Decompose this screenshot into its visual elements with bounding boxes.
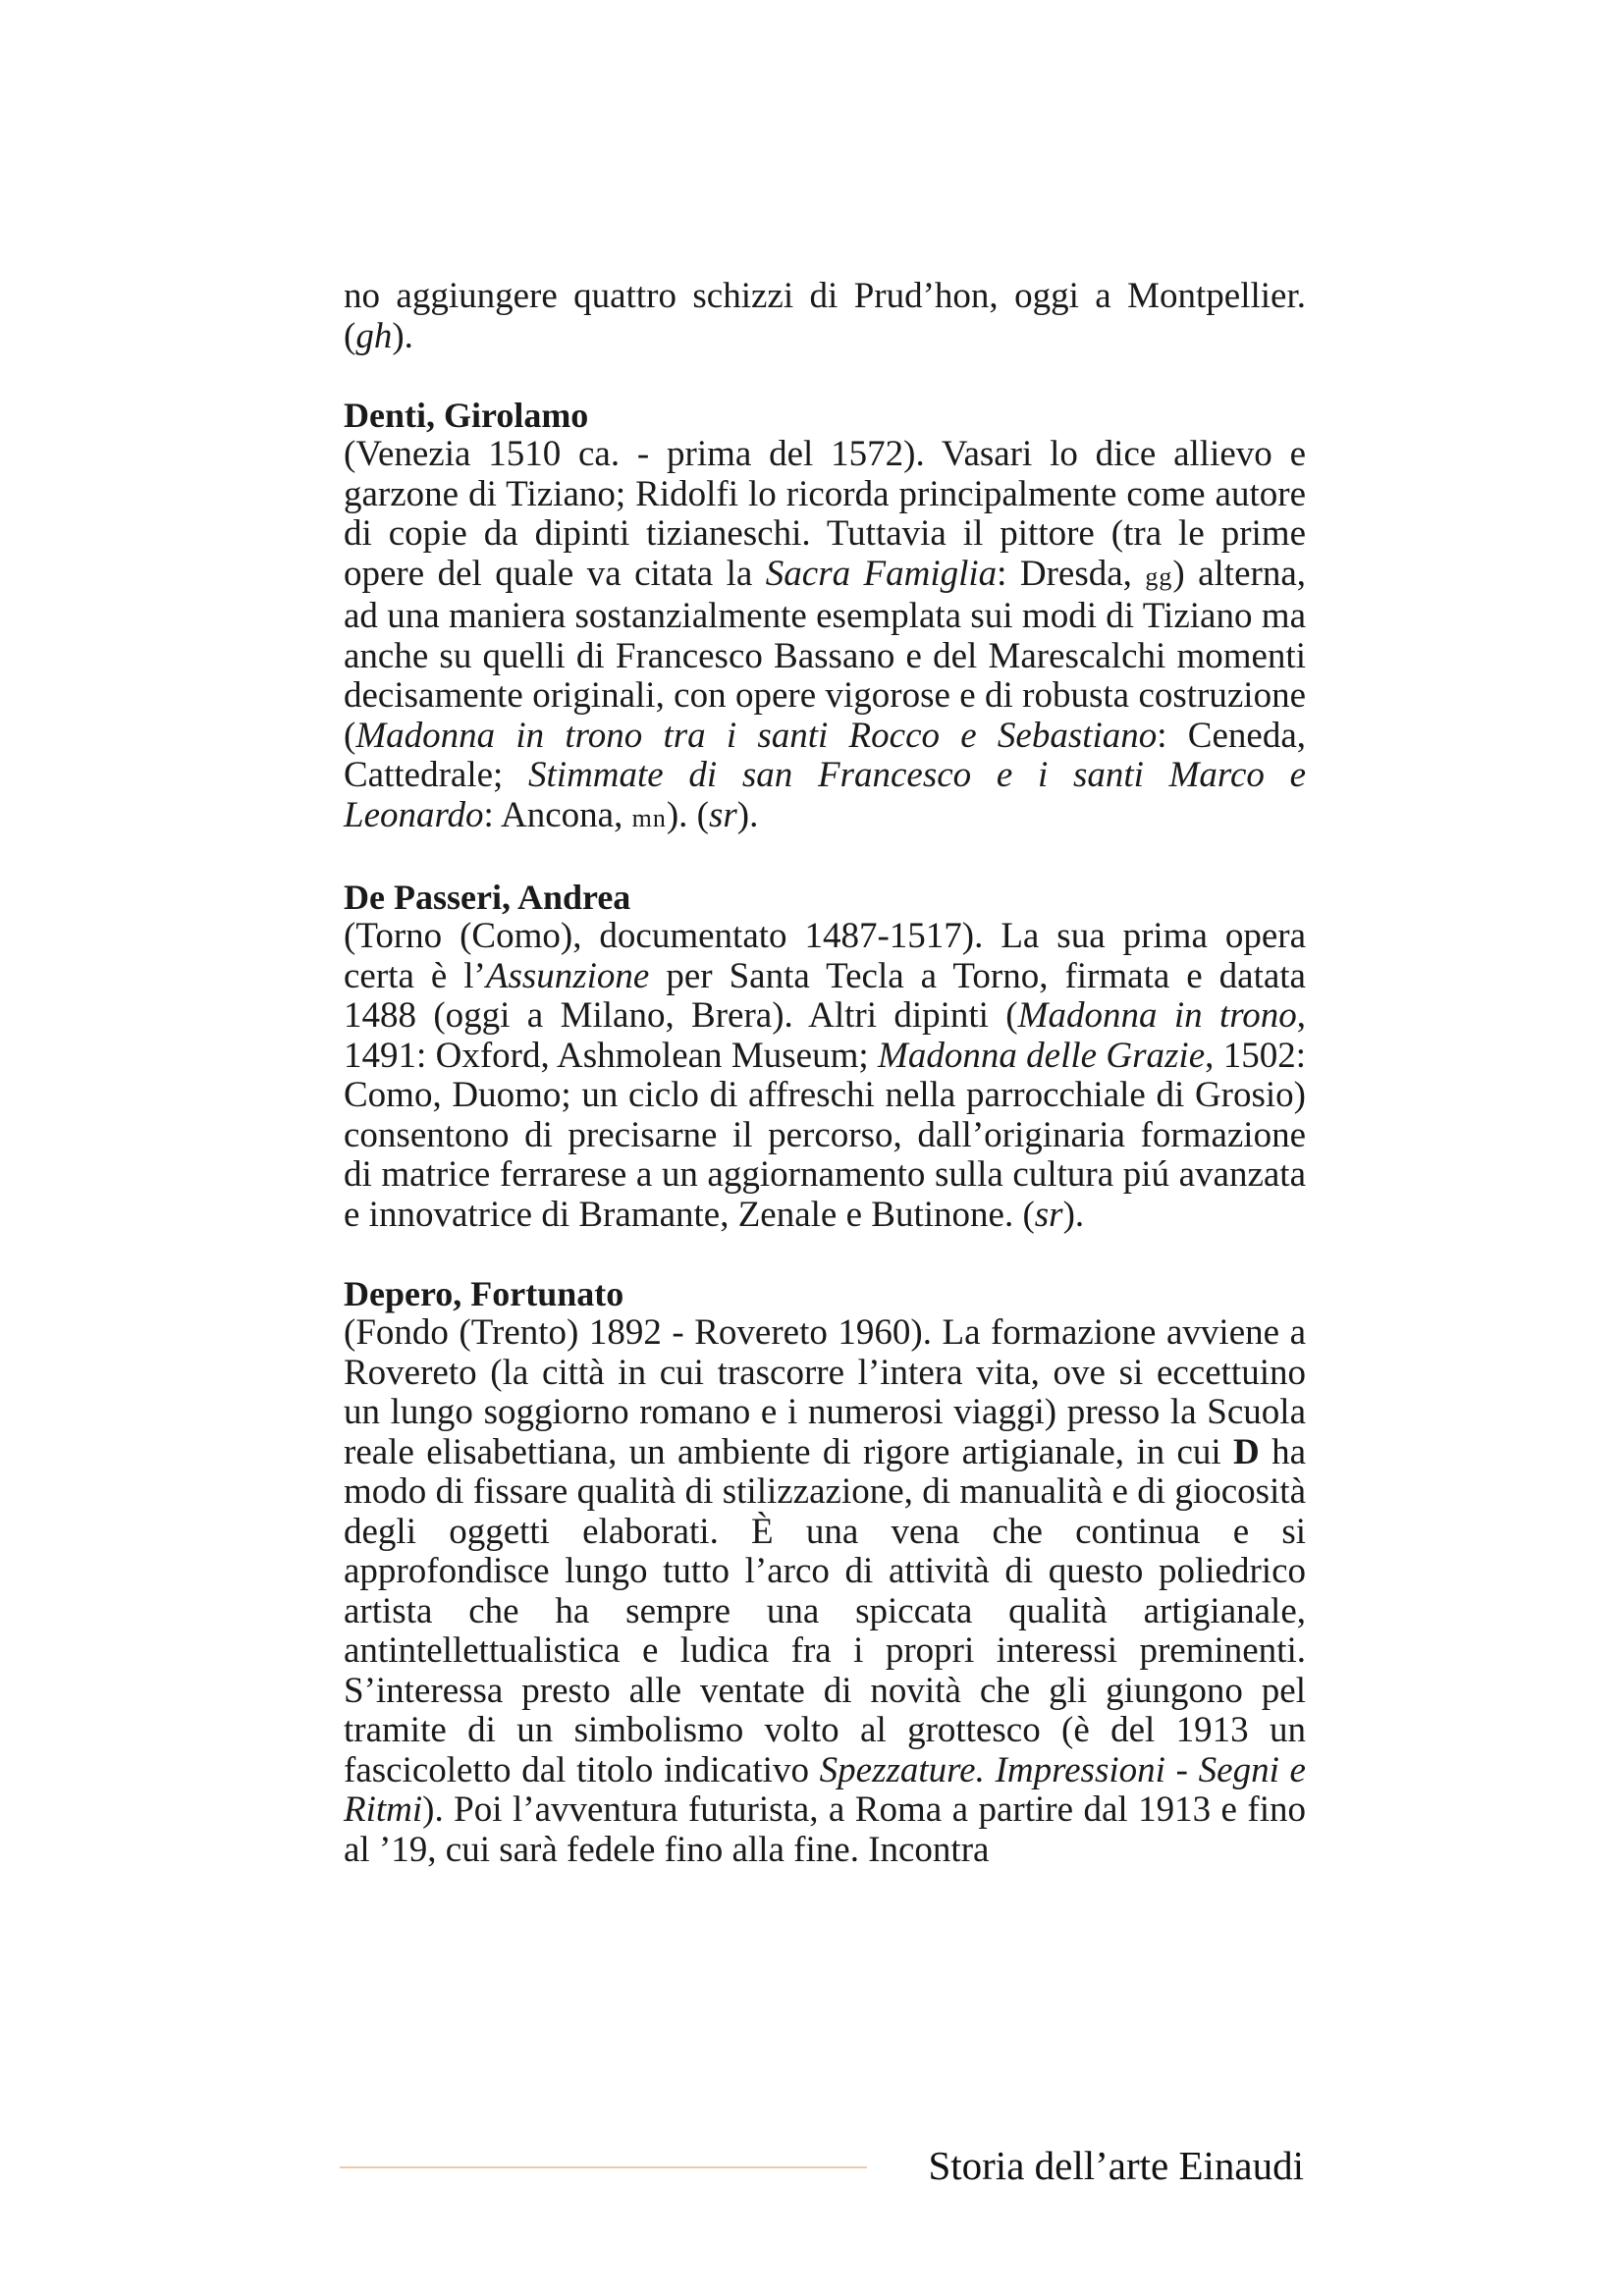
author-signature: sr	[708, 794, 737, 835]
artist-initial: D	[1233, 1431, 1260, 1472]
entry-title: Denti, Girolamo	[344, 396, 589, 435]
footer-publisher: Storia dell’arte Einaudi	[928, 2143, 1304, 2188]
entry-body: (Fondo (Trento) 1892 - Rovereto 1960). La formazione avviene a Rovereto (la città in cui trascorre l’intera vita, ove si eccettuino un lungo soggiorno romano e i numerosi viaggi) presso la Scuola reale elisabettiana, un ambiente di rigore artigianale, in cui D ha modo di fissare qualità di stilizzazione, di manualità e di giocosità degli oggetti elaborati. È una vena che continua e si approfondisce lungo tutto l’arco di attività di questo poliedrico artista che ha sempre una spiccata qualità artigianale, antintellettualistica e ludica fra i propri interessi preminenti. S’interessa presto alle ventate di novità che gli giungono pel tramite di un simbolismo volto al grottesco (è del 1913 un fascicoletto dal titolo indicativo Spezzature. Impressioni - Segni e Ritmi). Poi l’avventura futurista, a Roma a partire dal 1913 e fino al ’19, cui sarà fedele fino alla fine. Incontra	[344, 1312, 1306, 1870]
artwork-title: Madonna delle Grazie	[878, 1035, 1206, 1076]
author-signature: gh	[355, 315, 393, 356]
artwork-title: Stimmate di san Francesco e i santi Marco e Leonardo	[344, 755, 1306, 835]
entry-title: De Passeri, Andrea	[344, 878, 631, 917]
entry-de-passeri	[344, 878, 1306, 1235]
museum-abbreviation: gg	[1145, 561, 1173, 591]
artwork-title: Spezzature. Impressioni - Segni e Ritmi	[344, 1749, 1306, 1830]
intro-paragraph	[344, 277, 1306, 356]
artwork-title: Sacra Famiglia	[765, 553, 998, 594]
page-body	[344, 277, 1306, 1870]
museum-abbreviation: mn	[631, 803, 667, 832]
entry-title: Depero, Fortunato	[344, 1274, 624, 1313]
author-signature: sr	[1034, 1194, 1063, 1235]
intro-end: ).	[392, 315, 413, 356]
footer-divider	[340, 2166, 867, 2168]
entry-body: (Torno (Como), documentato 1487-1517). La sua prima opera certa è l’Assunzione per Santa Tecla a Torno, firmata e datata 1488 (oggi a Milano, Brera). Altri dipinti (Madonna in trono, 1491: Oxford, Ashmolean Museum; Madonna delle Grazie, 1502: Como, Duomo; un ciclo di affreschi nella parrocchiale di Grosio) consentono di precisarne il percorso, dall’originaria formazione di matrice ferrarese a un aggiornamento sulla cultura piú avanzata e innovatrice di Bramante, Zenale e Butinone. (sr).	[344, 916, 1307, 1235]
artwork-title: Assunzione	[485, 955, 650, 996]
artwork-title: Madonna in trono tra i santi Rocco e Sebastiano	[355, 715, 1158, 756]
entry-body: (Venezia 1510 ca. - prima del 1572). Vasari lo dice allievo e garzone di Tiziano; Ridolfi lo ricorda principalmente come autore di copie da dipinti tizianeschi. Tuttavia il pittore (tra le prime opere del quale va citata la Sacra Famiglia: Dresda, gg) alterna, ad una maniera sostanzialmente esemplata sui modi di Tiziano ma anche su quelli di Francesco Bassano e del Marescalchi momenti decisamente originali, con opere vigorose e di robusta costruzione (Madonna in trono tra i santi Rocco e Sebastiano: Ceneda, Cattedrale; Stimmate di san Francesco e i santi Marco e Leonardo: Ancona, mn). (sr).	[344, 434, 1306, 835]
entry-depero	[344, 1274, 1306, 1870]
artwork-title: Madonna in trono	[1017, 995, 1297, 1036]
intro-text: no aggiungere quattro schizzi di Prud’hon, oggi a Montpellier. (	[344, 276, 1306, 356]
entry-denti	[344, 396, 1306, 838]
